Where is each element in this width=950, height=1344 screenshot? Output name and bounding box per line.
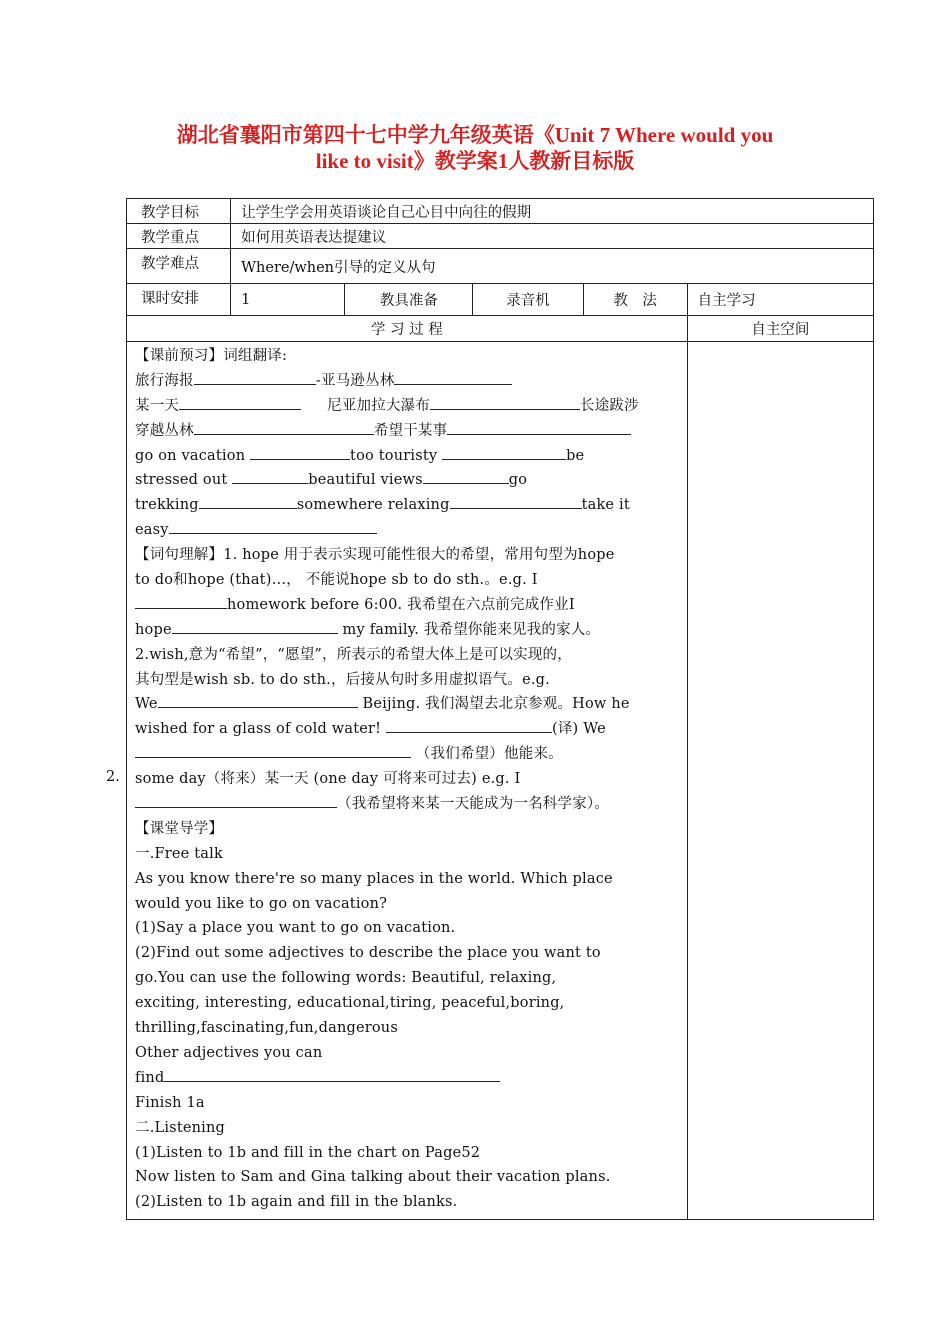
text: too touristy — [350, 447, 443, 464]
row-difficulty — [127, 249, 874, 284]
text-line — [135, 419, 681, 444]
text-line — [135, 717, 681, 742]
row-section-header — [127, 316, 874, 342]
text-line — [135, 593, 681, 618]
text-line: (1)Listen to 1b and fill in the chart on Page52 — [135, 1144, 481, 1161]
text: （我希望将来某一天能成为一名科学家）。 — [337, 796, 610, 813]
text-line — [135, 468, 681, 493]
fill-blank[interactable] — [164, 1066, 500, 1082]
row-schedule — [127, 284, 874, 316]
fill-blank[interactable] — [194, 419, 374, 435]
text: my family. 我希望你能来见我的家人。 — [337, 621, 601, 638]
text-line: (2)Listen to 1b again and fill in the blanks. — [135, 1194, 458, 1211]
text-line: exciting, interesting, educational,tiring, peaceful,boring, — [135, 995, 565, 1012]
text-line — [135, 518, 681, 543]
text: （我们希望）他能来。 — [411, 746, 563, 763]
method-label: 教 法 — [583, 284, 687, 316]
lesson-plan-table — [126, 198, 874, 1220]
text-line: thrilling,fascinating,fun,dangerous — [135, 1020, 398, 1037]
text-line — [135, 493, 681, 518]
text-line: Other adjectives you can — [135, 1044, 323, 1061]
side-number: 2. — [106, 769, 120, 785]
fill-blank[interactable] — [423, 468, 509, 484]
space-header: 自主空间 — [687, 316, 873, 342]
text: 希望干某事 — [373, 422, 448, 439]
text: 某一天 — [135, 397, 180, 414]
fill-blank[interactable] — [135, 593, 227, 609]
fill-blank[interactable] — [232, 468, 308, 484]
text-line: to do和hope (that)…， 不能说hope sb to do sth.。e.g. I — [135, 572, 538, 589]
text-line — [135, 369, 681, 394]
text-line — [135, 444, 681, 469]
text-line: 一.Free talk — [135, 845, 223, 862]
difficulty-value: Where/when引导的定义从句 — [231, 249, 874, 284]
text: beautiful views — [308, 472, 423, 489]
text-line: (1)Say a place you want to go on vacation. — [135, 920, 456, 937]
text-line — [135, 618, 681, 643]
fill-blank[interactable] — [135, 742, 411, 758]
text: 穿越丛林 — [135, 422, 194, 439]
fill-blank[interactable] — [442, 444, 566, 460]
method-value: 自主学习 — [687, 284, 873, 316]
title-line-2: like to visit》教学案1人教新目标版 — [315, 149, 635, 173]
text: easy — [135, 522, 169, 539]
text: (译) We — [551, 721, 606, 738]
difficulty-label: 教学难点 — [127, 249, 231, 284]
title-line-1: 湖北省襄阳市第四十七中学九年级英语《Unit 7 Where would you — [176, 123, 774, 147]
row-process — [127, 342, 874, 1220]
fill-blank[interactable] — [386, 717, 552, 733]
text-line: go.You can use the following words: Beautiful, relaxing, — [135, 970, 557, 987]
text-line: (2)Find out some adjectives to describe the place you want to — [135, 945, 601, 962]
text-line — [135, 742, 681, 767]
row-focus — [127, 224, 874, 249]
text-line: would you like to go on vacation? — [135, 895, 388, 912]
text: somewhere relaxing — [296, 497, 450, 514]
text: Beijing. 我们渴望去北京参观。How he — [357, 696, 630, 713]
text: hope — [135, 621, 172, 638]
text: 长途跋涉 — [580, 397, 639, 414]
fill-blank[interactable] — [394, 369, 512, 385]
fill-blank[interactable] — [169, 518, 377, 534]
fill-blank[interactable] — [158, 692, 358, 708]
text: 旅行海报 — [135, 372, 194, 389]
text-line: As you know there're so many places in the world. Which place — [135, 870, 613, 887]
fill-blank[interactable] — [172, 618, 338, 634]
text: -亚马逊丛林 — [315, 372, 395, 389]
document-title — [0, 122, 950, 174]
row-goal — [127, 199, 874, 224]
process-content — [127, 342, 688, 1220]
text: homework before 6:00. 我希望在六点前完成作业I — [227, 596, 575, 613]
schedule-value: 1 — [231, 284, 345, 316]
text-line: Now listen to Sam and Gina talking about their vacation plans. — [135, 1169, 611, 1186]
fill-blank[interactable] — [135, 792, 337, 808]
text: take it — [581, 497, 630, 514]
text-line — [135, 792, 681, 817]
fill-blank[interactable] — [194, 369, 316, 385]
text: wished for a glass of cold water! — [135, 721, 386, 738]
fill-blank[interactable] — [199, 493, 297, 509]
text-line: 2.wish,意为“希望”，“愿望”，所表示的希望大体上是可以实现的， — [135, 646, 572, 663]
text-line — [135, 692, 681, 717]
fill-blank[interactable] — [250, 444, 350, 460]
process-header: 学 习 过 程 — [127, 316, 688, 342]
text-line: 【词句理解】1. hope 用于表示实现可能性很大的希望，常用句型为hope — [135, 547, 615, 564]
tools-value: 录音机 — [473, 284, 583, 316]
text: trekking — [135, 497, 199, 514]
text: We — [135, 696, 158, 713]
fill-blank[interactable] — [450, 493, 582, 509]
space-column — [687, 342, 873, 1220]
text-line: 其句型是wish sb. to do sth.，后接从句时多用虚拟语气。e.g. — [135, 671, 550, 688]
text-line: Finish 1a — [135, 1094, 205, 1111]
text: stressed out — [135, 472, 233, 489]
text-line: some day（将来）某一天 (one day 可将来可过去) e.g. I — [135, 771, 521, 788]
text-line — [135, 394, 681, 419]
text-line: 【课前预习】词组翻译: — [135, 348, 288, 364]
text-line: 【课堂导学】 — [135, 820, 224, 837]
schedule-label: 课时安排 — [127, 284, 231, 316]
text: go — [508, 472, 528, 489]
tools-label: 教具准备 — [345, 284, 473, 316]
focus-label: 教学重点 — [127, 224, 231, 249]
fill-blank[interactable] — [447, 419, 631, 435]
text: find — [135, 1069, 165, 1086]
goal-value: 让学生学会用英语谈论自己心目中向往的假期 — [231, 199, 874, 224]
fill-blank[interactable] — [179, 394, 301, 410]
text: be — [566, 447, 585, 464]
goal-label: 教学目标 — [127, 199, 231, 224]
text-line — [135, 1066, 681, 1091]
text: go on vacation — [135, 447, 251, 464]
focus-value: 如何用英语表达提建议 — [231, 224, 874, 249]
text-line: 二.Listening — [135, 1119, 226, 1136]
text: 尼亚加拉大瀑布 — [327, 397, 431, 414]
fill-blank[interactable] — [430, 394, 580, 410]
